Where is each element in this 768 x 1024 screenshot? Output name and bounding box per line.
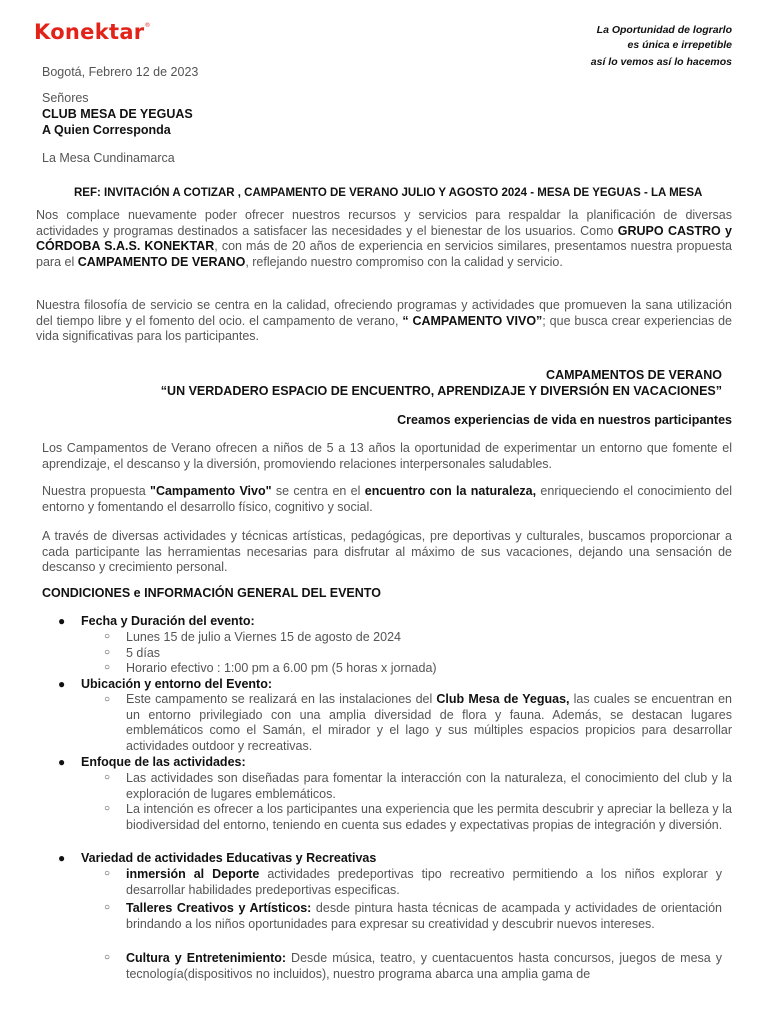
section-paragraph-1: Los Campamentos de Verano ofrecen a niños de 5 a 13 años la oportunidad de experimentar un entorno que fomente el aprendizaje, el descanso y la diversión, promoviendo relaciones interpersonales saludables.	[42, 441, 732, 471]
circle-bullet-icon: ○	[104, 647, 111, 658]
condition-date-item: 5 días	[126, 646, 161, 660]
circle-bullet-icon: ○	[104, 868, 111, 879]
section-paragraph-2: Nuestra propuesta "Campamento Vivo" se centra en el encuentro con la naturaleza, enriqueciendo el conocimiento del entorno y fomentando el desarrollo físico, cognitivo y social.	[42, 484, 732, 514]
condition-date-item: Horario efectivo : 1:00 pm a 6.00 pm (5 horas x jornada)	[126, 661, 437, 675]
slogan	[591, 23, 732, 70]
bullet-icon: ●	[58, 851, 66, 865]
location: La Mesa Cundinamarca	[42, 151, 175, 165]
reference-line: REF: INVITACIÓN A COTIZAR , CAMPAMENTO DE VERANO JULIO Y AGOSTO 2024 - MESA DE YEGUAS - LA MESA	[74, 187, 703, 199]
condition-activities-heading: Variedad de actividades Educativas y Recreativas	[81, 851, 377, 865]
section-subtitle: Creamos experiencias de vida en nuestros participantes	[397, 413, 732, 427]
intro-paragraph-2: Nuestra filosofía de servicio se centra en la calidad, ofreciendo programas y actividades que promueven la sana utilización del tiempo libre y el fomento del ocio. el campamento de verano, “ CAMPAMENTO VIVO”; que busca crear experiencias de vida significativas para los participantes.	[36, 298, 732, 343]
condition-location-heading: Ubicación y entorno del Evento:	[81, 677, 272, 691]
section-paragraph-3: A través de diversas actividades y técnicas artísticas, pedagógicas, pre deportivas y culturales, buscamos proporcionar a cada participante las herramientas necesarias para disfrutar al máximo de sus vacaciones, dejando una sensación de descanso y crecimiento personal.	[42, 529, 732, 574]
condition-focus-item: La intención es ofrecer a los participantes una experiencia que les permita descubrir y apreciar la belleza y la biodiversidad del entorno, teniendo en cuenta sus edades y expectativas propias de integración y diversión.	[126, 802, 732, 832]
letter-date: Bogotá, Febrero 12 de 2023	[42, 65, 199, 79]
condition-date-heading: Fecha y Duración del evento:	[81, 614, 255, 628]
bullet-icon: ●	[58, 755, 66, 769]
section-title-1: CAMPAMENTOS DE VERANO	[546, 368, 722, 382]
conditions-title: CONDICIONES e INFORMACIÓN GENERAL DEL EVENTO	[42, 586, 381, 600]
condition-focus-heading: Enfoque de las actividades:	[81, 755, 246, 769]
activity-sport-item: inmersión al Deporte actividades predeportivas tipo recreativo permitiendo a los niños explorar y desarrollar habilidades predeportivas especificas.	[126, 867, 723, 897]
slogan-line-2: es única e irrepetible	[627, 39, 732, 51]
salutation: Señores	[42, 91, 89, 105]
bullet-icon: ●	[58, 614, 66, 628]
condition-date-item: Lunes 15 de julio a Viernes 15 de agosto de 2024	[126, 630, 401, 644]
slogan-line-3: así lo vemos así lo hacemos	[590, 56, 732, 68]
activity-arts-item: Talleres Creativos y Artísticos: desde pintura hasta técnicas de acampada y actividades de orientación brindando a los niños oportunidades para expresar su creatividad y descubrir nuevos intereses.	[126, 901, 722, 931]
bullet-icon: ●	[58, 677, 66, 691]
attention: A Quien Corresponda	[42, 123, 171, 137]
section-title-2: “UN VERDADERO ESPACIO DE ENCUENTRO, APRENDIZAJE Y DIVERSIÓN EN VACACIONES”	[160, 384, 722, 398]
condition-location-item: Este campamento se realizará en las instalaciones del Club Mesa de Yeguas, las cuales se encuentran en un entorno privilegiado con una amplia diversidad de flora y fauna. Además, se destacan lugares emblemáticos como el Samán, el mirador y el lago y sus múltiples espacios propicios para desarrollar actividades outdoor y recreativas.	[126, 692, 732, 753]
circle-bullet-icon: ○	[104, 631, 111, 642]
circle-bullet-icon: ○	[104, 662, 111, 673]
recipient: CLUB MESA DE YEGUAS	[42, 107, 193, 121]
activity-culture-item: Cultura y Entretenimiento: Desde música, teatro, y cuentacuentos hasta concursos, juegos de mesa y tecnología(dispositivos no incluidos), nuestro programa abarca una amplia gama de	[126, 951, 722, 981]
konektar-logo: Konektar®	[34, 20, 151, 44]
circle-bullet-icon: ○	[104, 803, 111, 814]
slogan-line-1: La Oportunidad de lograrlo	[596, 24, 732, 36]
circle-bullet-icon: ○	[104, 694, 111, 705]
circle-bullet-icon: ○	[104, 952, 111, 963]
intro-paragraph-1: Nos complace nuevamente poder ofrecer nuestros recursos y servicios para respaldar la planificación de diversas actividades y programas destinados a satisfacer las necesidades y el bienestar de los usuarios. Como GRUPO CASTRO y CÓRDOBA S.A.S. KONEKTAR, con más de 20 años de experiencia en servicios similares, presentamos nuestra propuesta para el CAMPAMENTO DE VERANO, reflejando nuestro compromiso con la calidad y servicio.	[36, 208, 732, 269]
circle-bullet-icon: ○	[104, 902, 111, 913]
circle-bullet-icon: ○	[104, 772, 111, 783]
condition-focus-item: Las actividades son diseñadas para fomentar la interacción con la naturaleza, el conocimiento del club y la exploración de lugares emblemáticos.	[126, 771, 732, 801]
